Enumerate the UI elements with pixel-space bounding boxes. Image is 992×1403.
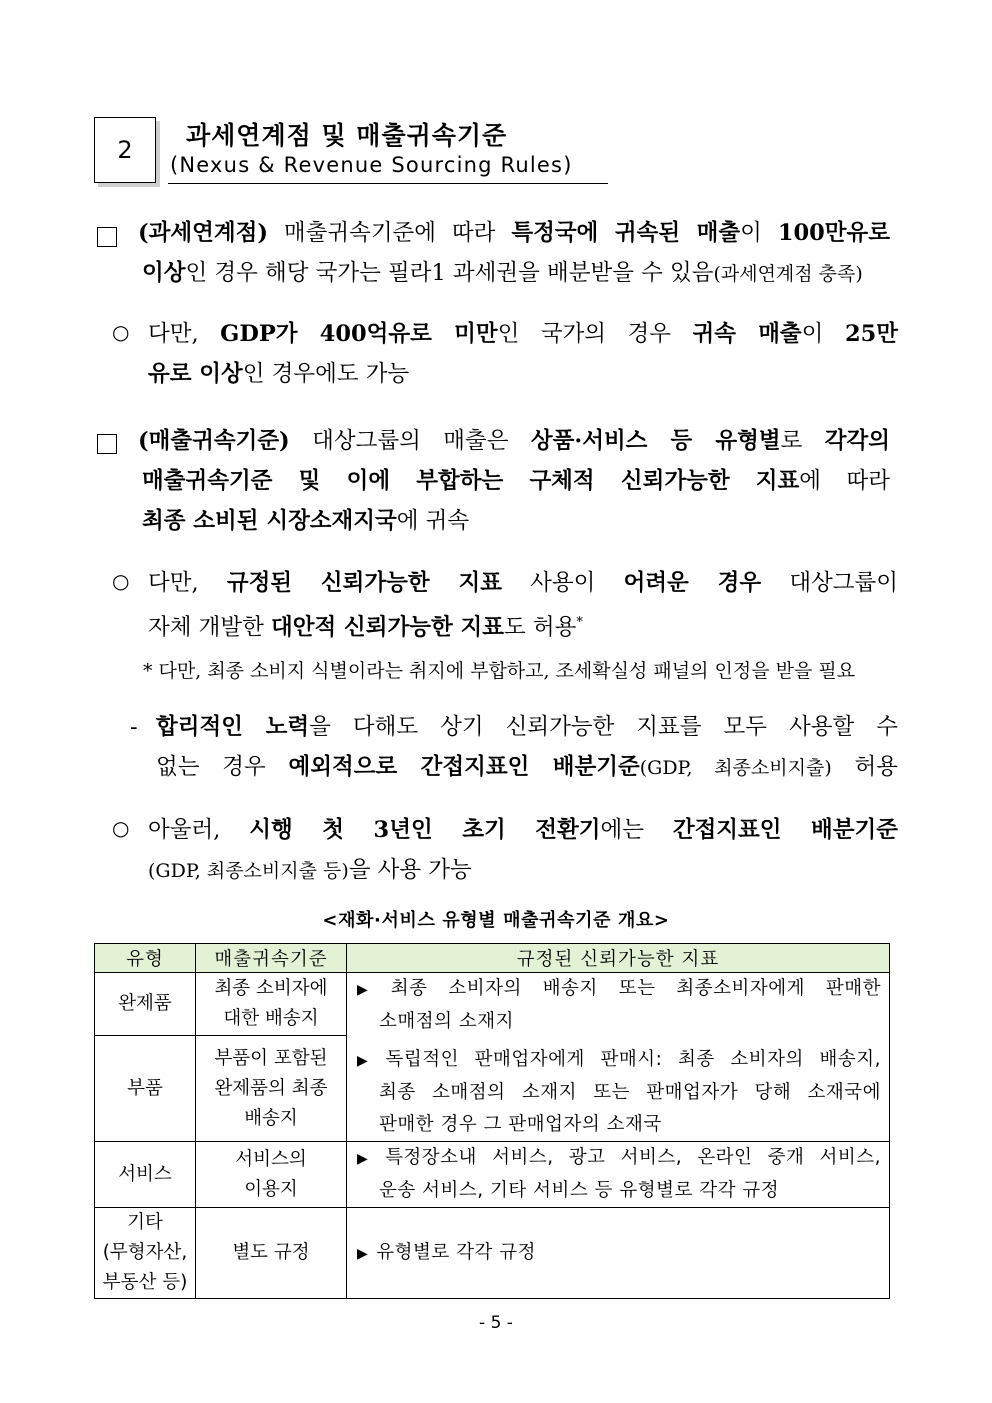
paragraph-alternative-indicator-line2: 자체 개발한 대안적 신뢰가능한 지표도 허용* — [148, 614, 583, 641]
cell-rule: 최종 소비자에 대한 배송지 — [196, 973, 347, 1036]
cell-type: 완제품 — [95, 973, 196, 1036]
paragraph-alternative-indicator: 다만, 규정된 신뢰가능한 지표 사용이 어려운 경우 대상그룹이 — [148, 570, 898, 596]
section-title: 과세연계점 및 매출귀속기준 — [186, 121, 508, 150]
table-title: <재화·서비스 유형별 매출귀속기준 개요> — [322, 910, 670, 931]
cell-rule: 서비스의 이용지 — [196, 1142, 347, 1208]
sourcing-term: (매출귀속기준) — [138, 428, 290, 454]
table-header-row — [95, 944, 890, 973]
cell-type: 부품 — [95, 1036, 196, 1142]
circle-bullet-icon: ○ — [112, 320, 130, 344]
cell-rule: 부품이 포함된 완제품의 최종 배송지 — [196, 1036, 347, 1142]
square-bullet-icon — [97, 227, 117, 247]
paragraph-sourcing: (매출귀속기준) 대상그룹의 매출은 상품·서비스 등 유형별로 각각의 — [138, 428, 891, 454]
section-number-box: 2 — [94, 117, 156, 183]
header-type: 유형 — [95, 944, 196, 973]
cell-type: 기타 (무형자산, 부동산 등) — [95, 1208, 196, 1299]
footnote-text: * 다만, 최종 소비지 식별이라는 취지에 부합하고, 조세확실성 패널의 인정을 받을 필요 — [143, 660, 856, 682]
table-row — [95, 1142, 890, 1208]
header-indicator: 규정된 신뢰가능한 지표 — [347, 944, 890, 973]
paragraph-exceptional-allocation-line2: 없는 경우 예외적으로 간접지표인 배분기준(GDP, 최종소비지출) 허용 — [156, 754, 899, 780]
paragraph-nexus: (과세연계점) 매출귀속기준에 따라 특정국에 귀속된 매출이 100만유로 — [138, 220, 890, 246]
paragraph-nexus-line2: 이상인 경우 해당 국가는 필라1 과세권을 배분받을 수 있음(과세연계점 충족) — [142, 260, 863, 286]
cell-type: 서비스 — [95, 1142, 196, 1208]
paragraph-exceptional-allocation: 합리적인 노력을 다해도 상기 신뢰가능한 지표를 모두 사용할 수 — [156, 714, 899, 740]
paragraph-nexus-exception: 다만, GDP가 400억유로 미만인 국가의 경우 귀속 매출이 25만 — [148, 321, 898, 347]
cell-indicator: ▶ 최종 소비자의 배송지 또는 최종소비자에게 판매한 소매점의 소재지 ▶ 독립적인 판매업자에게 판매시: 최종 소비자의 배송지, 최종 소매점의 소재지 또는 판매업자가 당해 소재국에 판매한 경우 그 판매업자의 소재국 — [347, 973, 890, 1142]
paragraph-transition-period-line2: (GDP, 최종소비지출 등)을 사용 가능 — [148, 857, 472, 883]
section-underline — [168, 183, 608, 184]
paragraph-nexus-exception-line2: 유로 이상인 경우에도 가능 — [148, 361, 410, 387]
table-row — [95, 1208, 890, 1299]
triangle-bullet-icon: ▶ — [357, 1245, 369, 1262]
page-number: - 5 - — [479, 1313, 513, 1333]
paragraph-transition-period: 아울러, 시행 첫 3년인 초기 전환기에는 간접지표인 배분기준 — [148, 817, 898, 843]
table-row — [95, 973, 890, 1036]
cell-indicator: ▶ 유형별로 각각 규정 — [347, 1208, 890, 1299]
nexus-term: (과세연계점) — [138, 220, 268, 246]
footnote-star: * — [576, 615, 583, 630]
header-rule: 매출귀속기준 — [196, 944, 347, 973]
triangle-bullet-icon: ▶ — [357, 1053, 378, 1069]
dash-bullet: - — [130, 714, 138, 740]
paragraph-sourcing-line2: 매출귀속기준 및 이에 부합하는 구체적 신뢰가능한 지표에 따라 — [142, 468, 890, 494]
paragraph-sourcing-line3: 최종 소비된 시장소재지국에 귀속 — [142, 508, 470, 534]
triangle-bullet-icon: ▶ — [357, 1151, 378, 1167]
circle-bullet-icon: ○ — [112, 569, 130, 593]
square-bullet-icon — [97, 434, 117, 454]
sourcing-rules-table — [94, 943, 890, 1299]
circle-bullet-icon: ○ — [112, 816, 130, 840]
cell-rule: 별도 규정 — [196, 1208, 347, 1299]
triangle-bullet-icon: ▶ — [357, 982, 383, 998]
cell-indicator: ▶ 특정장소내 서비스, 광고 서비스, 온라인 중개 서비스, 운송 서비스, 기타 서비스 등 유형별로 각각 규정 — [347, 1142, 890, 1208]
section-subtitle: (Nexus & Revenue Sourcing Rules) — [170, 153, 573, 177]
